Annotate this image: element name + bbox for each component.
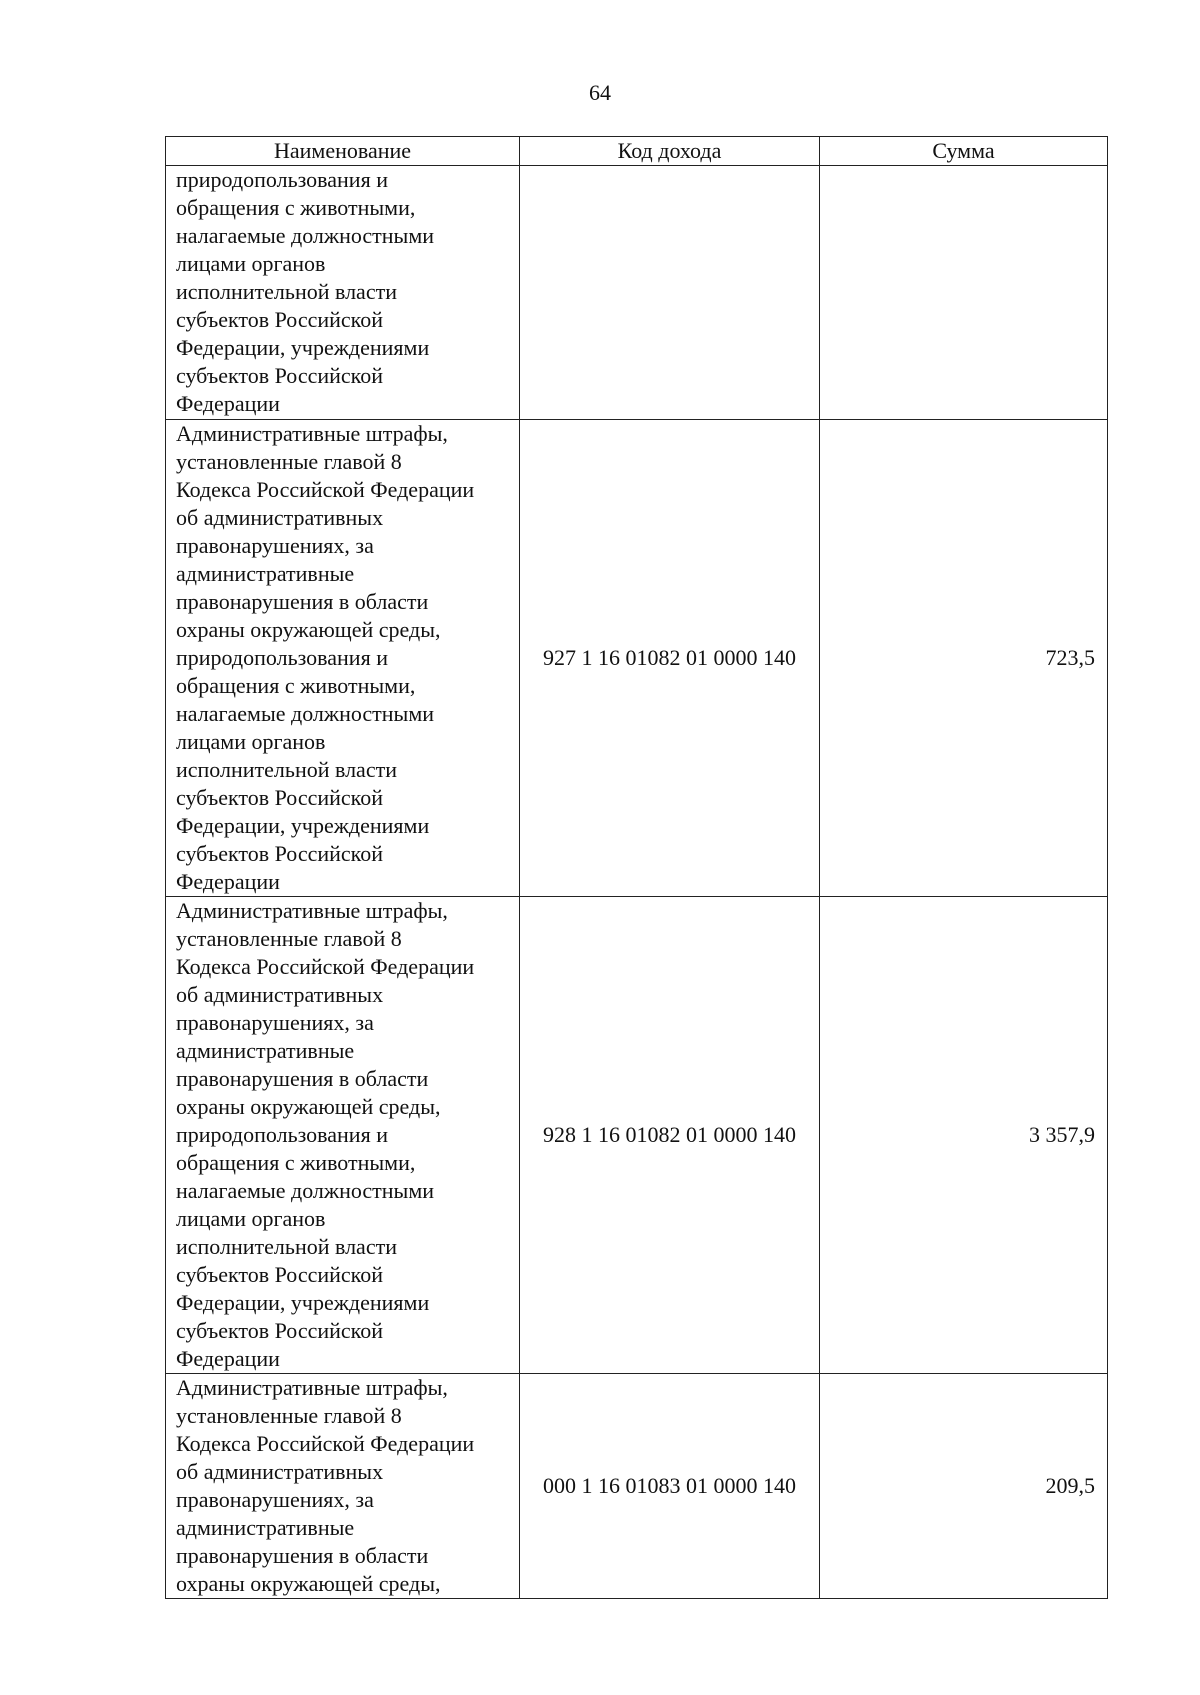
- row-sum-cell: 209,5: [820, 1374, 1108, 1599]
- header-sum: Сумма: [820, 137, 1108, 166]
- row-name-cell: природопользования и обращения с животными, налагаемые должностными лицами органов исполнительной власти субъектов Российской Федерации, учреждениями субъектов Российской Федерации: [166, 166, 520, 420]
- row-name-cell: Административные штрафы, установленные главой 8 Кодекса Российской Федерации об административных правонарушениях, за административные правонарушения в области охраны окружающей среды,: [166, 1374, 520, 1599]
- table-header-row: [166, 137, 1108, 166]
- header-code: Код дохода: [520, 137, 820, 166]
- table-row: [166, 420, 1108, 897]
- row-code-cell: 928 1 16 01082 01 0000 140: [520, 897, 820, 1374]
- row-sum-cell: 723,5: [820, 420, 1108, 897]
- row-code-cell: [520, 166, 820, 420]
- row-name-cell: Административные штрафы, установленные главой 8 Кодекса Российской Федерации об административных правонарушениях, за административные правонарушения в области охраны окружающей среды, природопользования и обращения с животными, налагаемые должностными лицами органов исполнительной власти субъектов Российской Федерации, учреждениями субъектов Российской Федерации: [166, 420, 520, 897]
- page-number: 64: [589, 80, 611, 105]
- revenue-table: [165, 136, 1108, 1599]
- row-name-cell: Административные штрафы, установленные главой 8 Кодекса Российской Федерации об административных правонарушениях, за административные правонарушения в области охраны окружающей среды, природопользования и обращения с животными, налагаемые должностными лицами органов исполнительной власти субъектов Российской Федерации, учреждениями субъектов Российской Федерации: [166, 897, 520, 1374]
- row-sum-cell: [820, 166, 1108, 420]
- header-name: Наименование: [166, 137, 520, 166]
- table-row: [166, 166, 1108, 420]
- row-code-cell: 927 1 16 01082 01 0000 140: [520, 420, 820, 897]
- table-row: [166, 897, 1108, 1374]
- table-row: [166, 1374, 1108, 1599]
- row-code-cell: 000 1 16 01083 01 0000 140: [520, 1374, 820, 1599]
- row-sum-cell: 3 357,9: [820, 897, 1108, 1374]
